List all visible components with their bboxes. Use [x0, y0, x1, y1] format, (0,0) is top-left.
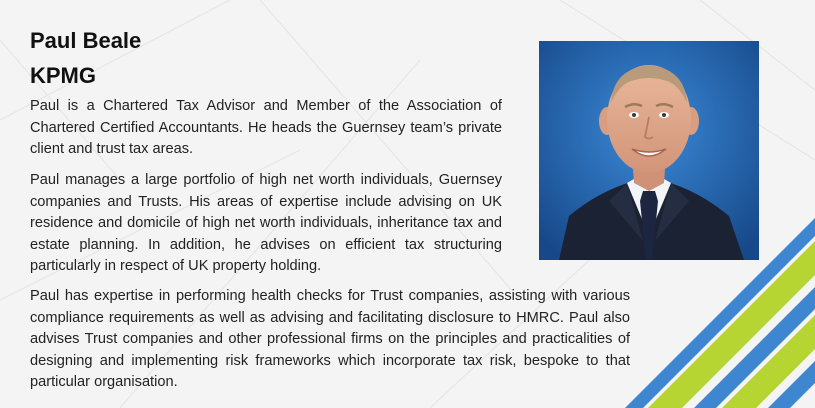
speaker-photo: [539, 41, 759, 260]
bio-paragraph-3: Paul has expertise in performing health checks for Trust companies, assisting with various compliance requirements as well as advising and facilitating disclosure to HMRC. Paul also advises Trust companies and other professional firms on the principles and practicalities of designing and implementing risk frameworks which incorporate tax risk, bespoke to that particular organisation.: [30, 288, 630, 390]
speaker-name: Paul Beale: [30, 28, 142, 53]
bio-paragraph-1: Paul is a Chartered Tax Advisor and Member of the Association of Chartered Certified Accountants. He heads the Guernsey team’s private client and trust tax areas.: [30, 98, 502, 157]
bio-paragraph-2: Paul manages a large portfolio of high net worth individuals, Guernsey companies and Trusts. His areas of expertise include advising on UK residence and domicile of high net worth individuals, inheritance tax and estate planning. In addition, he advises on efficient tax structuring particularly in respect of UK property holding.: [30, 172, 502, 274]
speaker-organization: KPMG: [30, 63, 96, 88]
